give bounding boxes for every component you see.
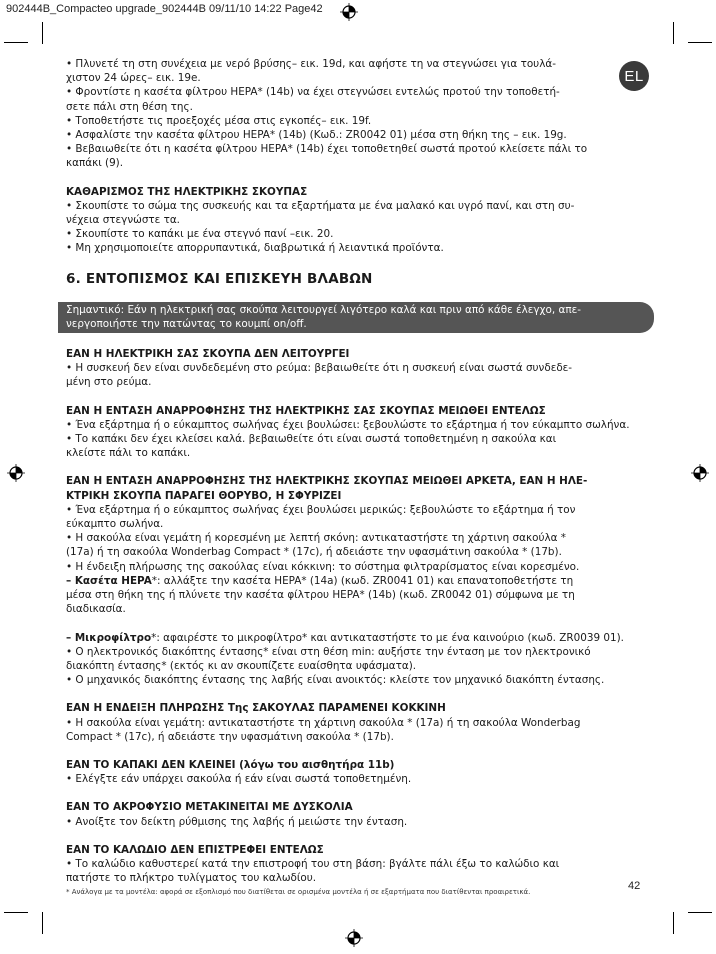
spacer <box>66 256 650 270</box>
paragraph-line: • Σκουπίστε το καπάκι με ένα στεγνό πανί –εικ. 20. <box>66 228 334 241</box>
note-line: νεργοποιήστε την πατώντας το κουμπί on/off. <box>66 317 307 330</box>
print-slug: 902444B_Compacteo upgrade_902444B 09/11/10 14:22 Page42 <box>6 3 323 15</box>
subsection-heading: ΕΑΝ ΤΟ ΑΚΡΟΦΥΣΙΟ ΜΕΤΑΚΙΝΕΙΤΑΙ ΜΕ ΔΥΣΚΟΛΙΑ <box>66 801 353 814</box>
paragraph-line: σετε πάλι στη θέση της. <box>66 100 193 113</box>
registration-mark-bottom-icon <box>345 929 363 947</box>
crop-mark-top-right-v <box>673 22 674 44</box>
paragraph-line: • Φροντίστε η κασέτα φίλτρου HEPA* (14b) να έχει στεγνώσει εντελώς προτού την τοποθετή- <box>66 86 560 99</box>
subsection-heading: ΚΑΘΑΡΙΣΜΟΣ ΤΗΣ ΗΛΕΚΤΡΙΚΗΣ ΣΚΟΥΠΑΣ <box>66 185 308 198</box>
spacer <box>66 786 650 800</box>
paragraph-line: πατήστε το πλήκτρο τυλίγματος του καλωδίου. <box>66 872 317 885</box>
paragraph-line: • Ο ηλεκτρονικός διακόπτης έντασης* είναι στη θέση min: αυξήστε την ένταση με τον ηλεκτρονικό <box>66 645 591 658</box>
paragraph-line: μένη στο ρεύμα. <box>66 376 152 389</box>
paragraph-text: *: αλλάξτε την κασέτα HEPA* (14a) (κωδ. ZR0041 01) και επανατοποθετήστε τη <box>151 574 574 587</box>
paragraph-line: • Το καλώδιο καθυστερεί κατά την επιστροφή του στη βάση: βγάλτε πάλι έξω το καλώδιο και <box>66 857 560 870</box>
subsection-heading: ΕΑΝ Η ΕΝΤΑΣΗ ΑΝΑΡΡΟΦΗΣΗΣ ΤΗΣ ΗΛΕΚΤΡΙΚΗΣ ΣΚΟΥΠΑΣ ΜΕΙΩΘΕΙ ΑΡΚΕΤΑ, ΕΑΝ Η ΗΛΕ- <box>66 475 588 488</box>
crop-mark-top-left-h <box>4 42 28 43</box>
page-body <box>66 57 650 885</box>
paragraph-line: χιστον 24 ώρες– εικ. 19e. <box>66 72 201 85</box>
bold-term: – Μικροφίλτρο <box>66 631 152 644</box>
subsection-heading: ΕΑΝ Η ΗΛΕΚΤΡΙΚΗ ΣΑΣ ΣΚΟΥΠΑ ΔΕΝ ΛΕΙΤΟΥΡΓΕΙ <box>66 348 350 361</box>
paragraph-line: εύκαμπτο σωλήνα. <box>66 518 164 531</box>
paragraph-line: • Η σακούλα είναι γεμάτη ή κορεσμένη με λεπτή σκόνη: αντικαταστήστε τη χάρτινη σακούλα * <box>66 532 566 545</box>
spacer <box>66 617 650 631</box>
subsection-heading: ΕΑΝ ΤΟ ΚΑΛΩΔΙΟ ΔΕΝ ΕΠΙΣΤΡΕΦΕΙ ΕΝΤΕΛΩΣ <box>66 843 324 856</box>
paragraph-line: • Το καπάκι δεν έχει κλείσει καλά. βεβαιωθείτε ότι είναι σωστά τοποθετημένη η σακούλα και <box>66 433 557 446</box>
paragraph-line: • Πλυνετέ τη στη συνέχεια με νερό βρύσης– εικ. 19d, και αφήστε τη να στεγνώσει για τουλά- <box>66 58 556 70</box>
crop-mark-bottom-right-h <box>688 912 712 913</box>
page-number: 42 <box>628 880 641 892</box>
paragraph-line: καπάκι (9). <box>66 157 124 170</box>
section-heading: 6. ΕΝΤΟΠΙΣΜΟΣ ΚΑΙ ΕΠΙΣΚΕΥΗ ΒΛΑΒΩΝ <box>66 270 373 287</box>
crop-mark-bottom-left-v <box>42 912 43 934</box>
crop-mark-bottom-right-v <box>673 912 674 934</box>
paragraph-line: • Ανοίξτε τον δείκτη ρύθμισης της λαβής ή μειώστε την ένταση. <box>66 815 408 828</box>
paragraph-line: Compact * (17c), ή αδειάστε την υφασμάτινη σακούλα * (17b). <box>66 730 394 743</box>
paragraph-line: • Η ένδειξη πλήρωσης της σακούλας είναι κόκκινη: το σύστημα φιλτραρίσματος είναι κορεσμένο. <box>66 560 580 573</box>
important-note <box>58 302 654 333</box>
registration-mark-left-icon <box>7 464 25 482</box>
paragraph-line: • Ένα εξάρτημα ή ο εύκαμπτος σωλήνας έχει βουλώσει μερικώς: ξεβουλώστε το εξάρτημα ή τον <box>66 503 576 516</box>
paragraph-line: • Η συσκευή δεν είναι συνδεδεμένη στο ρεύμα: βεβαιωθείτε ότι η συσκευή είναι σωστά συνδεδε- <box>66 362 573 375</box>
crop-mark-bottom-left-h <box>4 912 28 913</box>
note-line: Σημαντικό: Εάν η ηλεκτρική σας σκούπα λειτουργεί λιγότερο καλά και πριν από κάθε έλεγχο, απε- <box>66 303 581 316</box>
paragraph-line: • Μη χρησιμοποιείτε απορρυπαντικά, διαβρωτικά ή λειαντικά προϊόντα. <box>66 242 444 255</box>
paragraph-line: • Σκουπίστε το σώμα της συσκευής και τα εξαρτήματα με ένα μαλακό και υγρό πανί, και στη συ- <box>66 199 575 212</box>
footnote: * Ανάλογα με τα μοντέλα: αφορά σε εξοπλισμό που διατίθεται σε ορισμένα μοντέλα ή σε εξαρτήματα που διατίθενται προαιρετικά. <box>66 888 531 896</box>
paragraph-text: *: αφαιρέστε το μικροφίλτρο* και αντικαταστήστε το με ένα καινούριο (κωδ. ZR0039 01). <box>151 631 624 644</box>
registration-mark-top-icon <box>340 3 358 21</box>
spacer <box>66 687 650 701</box>
spacer <box>66 333 650 347</box>
paragraph-line: • Ο μηχανικός διακόπτης έντασης της λαβής είναι ανοικτός: κλείστε τον μηχανικό διακόπτη έντασης. <box>66 674 605 687</box>
registration-mark-right-icon <box>691 464 709 482</box>
crop-mark-top-left-v <box>42 22 43 44</box>
paragraph-line: • Ασφαλίστε την κασέτα φίλτρου HEPA* (14b) (Κωδ.: ZR0042 01) μέσα στη θήκη της – εικ. 19g. <box>66 129 567 142</box>
subsection-heading: ΕΑΝ Η ΕΝΤΑΣΗ ΑΝΑΡΡΟΦΗΣΗΣ ΤΗΣ ΗΛΕΚΤΡΙΚΗΣ ΣΑΣ ΣΚΟΥΠΑΣ ΜΕΙΩΘΕΙ ΕΝΤΕΛΩΣ <box>66 404 546 417</box>
paragraph-line: • Ένα εξάρτημα ή ο εύκαμπτος σωλήνας έχει βουλώσει: ξεβουλώστε το εξάρτημα ή τον εύκαμπτο σωλήνα. <box>66 418 630 431</box>
paragraph-line: • Ελέγξτε εάν υπάρχει σακούλα ή εάν είναι σωστά τοποθετημένη. <box>66 773 412 786</box>
paragraph-line: • Βεβαιωθείτε ότι η κασέτα φίλτρου HEPA* (14b) έχει τοποθετηθεί σωστά προτού κλείσετε πάλι το <box>66 143 588 156</box>
subsection-heading: ΕΑΝ ΤΟ ΚΑΠΑΚΙ ΔΕΝ ΚΛΕΙΝΕΙ (λόγω του αισθητήρα 11b) <box>66 758 395 771</box>
paragraph-line: • Τοποθετήστε τις προεξοχές μέσα στις εγκοπές– εικ. 19f. <box>66 114 372 127</box>
spacer <box>66 171 650 185</box>
paragraph-line <box>66 574 650 588</box>
paragraph-line: διακόπτη έντασης* (εκτός κι αν σκουπίζετε ευαίσθητα υφάσματα). <box>66 659 417 672</box>
spacer <box>66 744 650 758</box>
bold-term: – Κασέτα HEPA <box>66 574 152 587</box>
paragraph-line: • Η σακούλα είναι γεμάτη: αντικαταστήστε τη χάρτινη σακούλα * (17a) ή τη σακούλα Wonderbag <box>66 716 581 729</box>
subsection-heading: ΕΑΝ Η ΕΝΔΕΙΞΗ ΠΛΗΡΩΣΗΣ Της ΣΑΚΟΥΛΑΣ ΠΑΡΑΜΕΝΕΙ ΚΟΚΚΙΝΗ <box>66 702 446 715</box>
spacer <box>66 460 650 474</box>
language-badge: EL <box>619 61 649 91</box>
paragraph-line: κλείστε πάλι το καπάκι. <box>66 447 191 460</box>
paragraph-line: (17a) ή τη σακούλα Wonderbag Compact * (17c), ή αδειάστε την υφασμάτινη σακούλα * (17b). <box>66 546 562 559</box>
spacer <box>66 390 650 404</box>
spacer <box>66 829 650 843</box>
subsection-heading: ΚΤΡΙΚΗ ΣΚΟΥΠΑ ΠΑΡΑΓΕΙ ΘΟΡΥΒΟ, Η ΣΦΥΡΙΖΕΙ <box>66 489 342 502</box>
paragraph-line: μέσα στη θήκη της ή πλύνετε την κασέτα φίλτρου HEPA* (14b) (κωδ. ZR0042 01) σύμφωνα με τη <box>66 589 575 602</box>
paragraph-line: διαδικασία. <box>66 603 126 616</box>
paragraph-line: νέχεια στεγνώστε τα. <box>66 214 180 227</box>
spacer <box>66 288 650 302</box>
crop-mark-top-right-h <box>688 42 712 43</box>
paragraph-line <box>66 631 650 645</box>
